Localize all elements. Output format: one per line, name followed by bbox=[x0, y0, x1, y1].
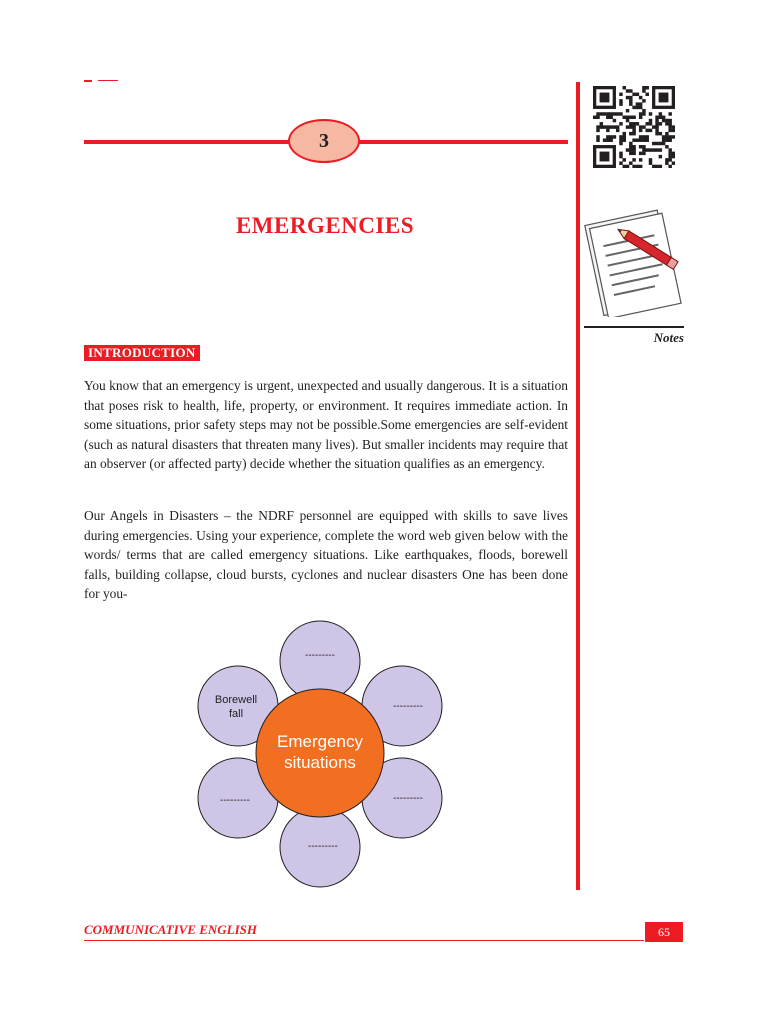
notes-paper-pencil-icon bbox=[580, 205, 686, 317]
footer-rule bbox=[84, 940, 644, 941]
qr-code-icon bbox=[593, 86, 675, 168]
center-label-line1: Emergency bbox=[277, 732, 363, 751]
header-mark bbox=[84, 80, 92, 82]
footer-book-title: COMMUNICATIVE ENGLISH bbox=[84, 922, 258, 937]
header-mark bbox=[98, 80, 118, 81]
filled-petal-line1: Borewell bbox=[214, 694, 258, 706]
blank-top: --------- bbox=[305, 650, 335, 661]
chapter-title: EMERGENCIES bbox=[235, 213, 415, 238]
section-heading: INTRODUCTION bbox=[84, 345, 200, 361]
filled-petal-line2: fall bbox=[228, 708, 244, 720]
instruction-paragraph: Our Angels in Disasters – the NDRF personnel are equipped with skills to save lives during emergencies. Using your experience, complete the word web given below with the words/ terms that are called emergency situations. Like earthquakes, floods, borewell falls, building collapse, cloud bursts, cyclones and nuclear disasters One has been done for you- bbox=[84, 508, 568, 602]
blank-bottom-right: --------- bbox=[393, 793, 423, 804]
intro-paragraph: You know that an emergency is urgent, unexpected and usually dangerous. It is a situation that poses risk to health, life, property, or environment. It requires immediate action. In some situations, prior safety steps may not be possible.Some emergencies are self-evident (such as natural disasters that threaten many lives). But smaller incidents may require that an observer (or affected party) decide whether the situation qualifies as an emergency. bbox=[84, 378, 568, 472]
page-number: 65 bbox=[645, 922, 683, 942]
word-web-diagram bbox=[195, 614, 445, 890]
chapter-number: 3 bbox=[319, 129, 329, 152]
blank-bottom: --------- bbox=[308, 841, 338, 852]
margin-rule bbox=[576, 82, 580, 890]
center-label-line2: situations bbox=[284, 753, 356, 772]
notes-rule bbox=[584, 326, 684, 328]
blank-top-right: --------- bbox=[393, 701, 423, 712]
notes-label: Notes bbox=[653, 330, 684, 345]
chapter-number-badge bbox=[288, 119, 360, 163]
blank-bottom-left: --------- bbox=[220, 795, 250, 806]
